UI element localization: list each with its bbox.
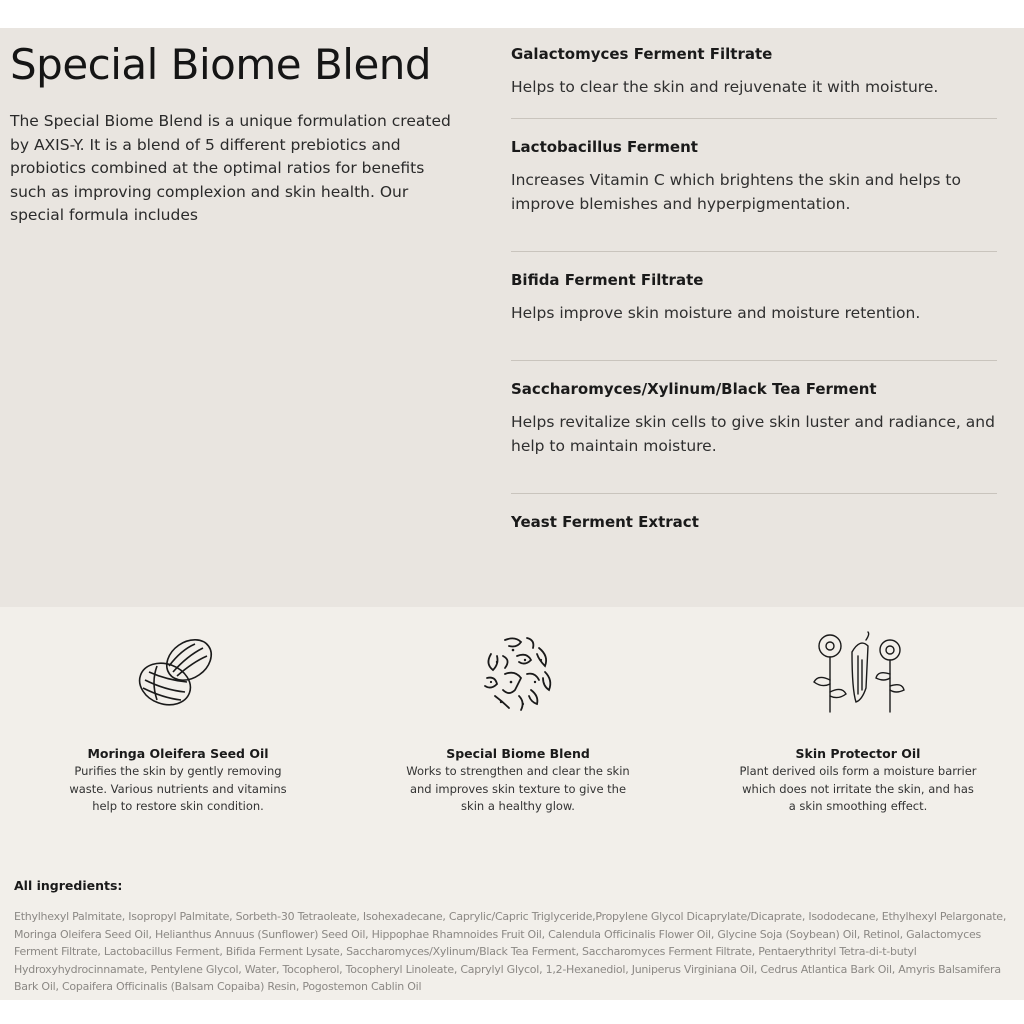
botanical-plants-icon xyxy=(808,630,908,716)
feature-moringa xyxy=(58,630,298,816)
ferment-name: Lactobacillus Ferment xyxy=(511,138,698,156)
feature-title: Special Biome Blend xyxy=(446,746,590,761)
moringa-seed-icon xyxy=(137,630,219,716)
ferment-name: Galactomyces Ferment Filtrate xyxy=(511,45,773,63)
feature-title: Skin Protector Oil xyxy=(795,746,921,761)
ingredients-heading: All ingredients: xyxy=(14,878,123,893)
ferment-name: Yeast Ferment Extract xyxy=(511,513,699,531)
ferment-description: Increases Vitamin C which brightens the skin and helps to improve blemishes and hyperpigmentation. xyxy=(511,171,961,213)
feature-description: Purifies the skin by gently removing waste. Various nutrients and vitamins help to restore skin condition. xyxy=(69,764,287,813)
feature-title: Moringa Oleifera Seed Oil xyxy=(87,746,269,761)
ferment-description: Helps improve skin moisture and moisture retention. xyxy=(511,304,921,322)
ferment-name: Bifida Ferment Filtrate xyxy=(511,271,704,289)
page-title: Special Biome Blend xyxy=(10,40,432,89)
ferment-item-lactobacillus xyxy=(511,133,997,252)
biome-microbe-icon xyxy=(475,630,561,716)
feature-skin-protector xyxy=(738,630,978,816)
ferment-item-yeast xyxy=(511,508,997,548)
ingredients-list: Ethylhexyl Palmitate, Isopropyl Palmitate, Sorbeth-30 Tetraoleate, Isohexadecane, Caprylic/Capric Triglyceride,Propylene Glycol Dicaprylate/Dicaprate, Isododecane, Ethylhexyl Pelargonate, Moringa Oleifera Seed Oil, Helianthus Annuus (Sunflower) Seed Oil, Hippophae Rhamnoides Fruit Oil, Calendula Officinalis Flower Oil, Glycine Soja (Soybean) Oil, Retinol, Galactomyces Ferment Filtrate, Lactobacillus Ferment, Bifida Ferment Lysate, Saccharomyces/Xylinum/Black Tea Ferment, Saccharomyces Ferment Filtrate, Pentaerythrityl Tetra-di-t-butyl Hydroxyhydrocinnamate, Pentylene Glycol, Water, Tocopherol, Tocopheryl Linoleate, Caprylyl Glycol, 1,2-Hexanediol, Juniperus Virginiana Oil, Cedrus Atlantica Bark Oil, Amyris Balsamifera Bark Oil, Copaifera Officinalis (Balsam Copaiba) Resin, Pogostemon Cablin Oil xyxy=(14,910,1007,993)
ferment-item-galactomyces xyxy=(511,40,997,119)
ferment-description: Helps to clear the skin and rejuvenate it with moisture. xyxy=(511,78,939,96)
ferment-name: Saccharomyces/Xylinum/Black Tea Ferment xyxy=(511,380,877,398)
ferment-description: Helps revitalize skin cells to give skin luster and radiance, and help to maintain moisture. xyxy=(511,413,995,455)
ferment-item-bifida xyxy=(511,266,997,361)
ferment-list xyxy=(511,40,997,548)
feature-biome-blend xyxy=(398,630,638,816)
ferment-item-saccharomyces xyxy=(511,375,997,494)
feature-description: Works to strengthen and clear the skin and improves skin texture to give the skin a healthy glow. xyxy=(406,764,630,813)
feature-description: Plant derived oils form a moisture barrier which does not irritate the skin, and has a skin smoothing effect. xyxy=(739,764,977,813)
intro-paragraph: The Special Biome Blend is a unique formulation created by AXIS-Y. It is a blend of 5 different prebiotics and probiotics combined at the optimal ratios for benefits such as improving complexion and skin health. Our special formula includes xyxy=(10,112,451,224)
